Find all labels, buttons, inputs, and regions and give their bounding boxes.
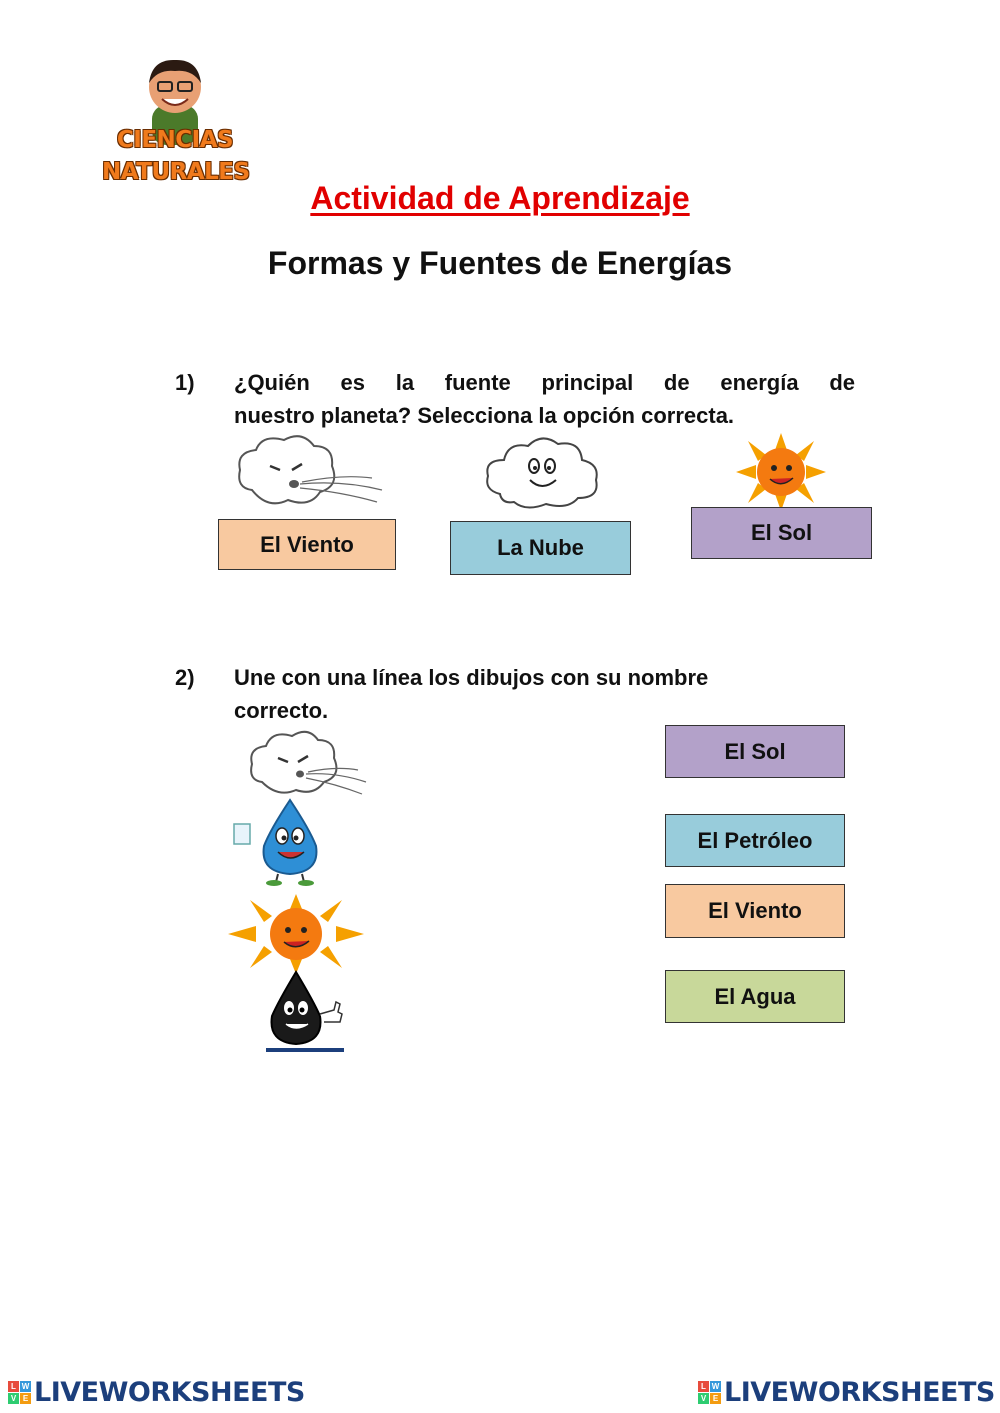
option-el-sol-q1[interactable]: El Sol [691, 507, 872, 559]
ciencias-naturales-logo [100, 55, 250, 200]
question1-text-line2: nuestro planeta? Selecciona la opción correcta. [234, 403, 735, 428]
logo-text-line1: CIENCIAS [116, 127, 234, 153]
label-el-petroleo[interactable]: El Petróleo [665, 814, 845, 867]
option-la-nube-q1[interactable]: La Nube [450, 521, 631, 575]
question2-text-line2: correcto. [234, 698, 329, 723]
liveworksheets-brand-text: LIVEWORKSHEETS [724, 1376, 995, 1408]
question2-number: 2) [175, 665, 195, 690]
logo-text-line2: NATURALES [102, 159, 250, 185]
page-title: Actividad de Aprendizaje [310, 180, 690, 216]
page-subtitle: Formas y Fuentes de Energías [267, 245, 733, 281]
wind-cloud-icon [232, 430, 392, 515]
label-el-agua[interactable]: El Agua [665, 970, 845, 1023]
sun-face-icon [736, 433, 826, 511]
label-el-sol[interactable]: El Sol [665, 725, 845, 778]
wind-cloud-icon-q2 [246, 726, 370, 806]
liveworksheets-badge-icon: L W V E [8, 1381, 31, 1404]
question2-text-line1: Une con una línea los dibujos con su nombre [234, 665, 709, 690]
option-el-viento-q1[interactable]: El Viento [218, 519, 396, 570]
liveworksheets-logo-left [8, 1375, 305, 1409]
liveworksheets-logo-right [698, 1375, 995, 1409]
liveworksheets-badge-icon: L W V E [698, 1381, 721, 1404]
label-el-viento[interactable]: El Viento [665, 884, 845, 938]
cloud-face-icon [482, 432, 604, 512]
sun-face-icon-q2 [228, 894, 364, 974]
question1-text-line1: ¿Quién es la fuente principal de energía de [234, 370, 855, 395]
water-drop-icon [230, 796, 336, 886]
oil-drop-icon [262, 968, 348, 1054]
question1-number: 1) [175, 370, 195, 395]
liveworksheets-brand-text: LIVEWORKSHEETS [34, 1376, 305, 1408]
